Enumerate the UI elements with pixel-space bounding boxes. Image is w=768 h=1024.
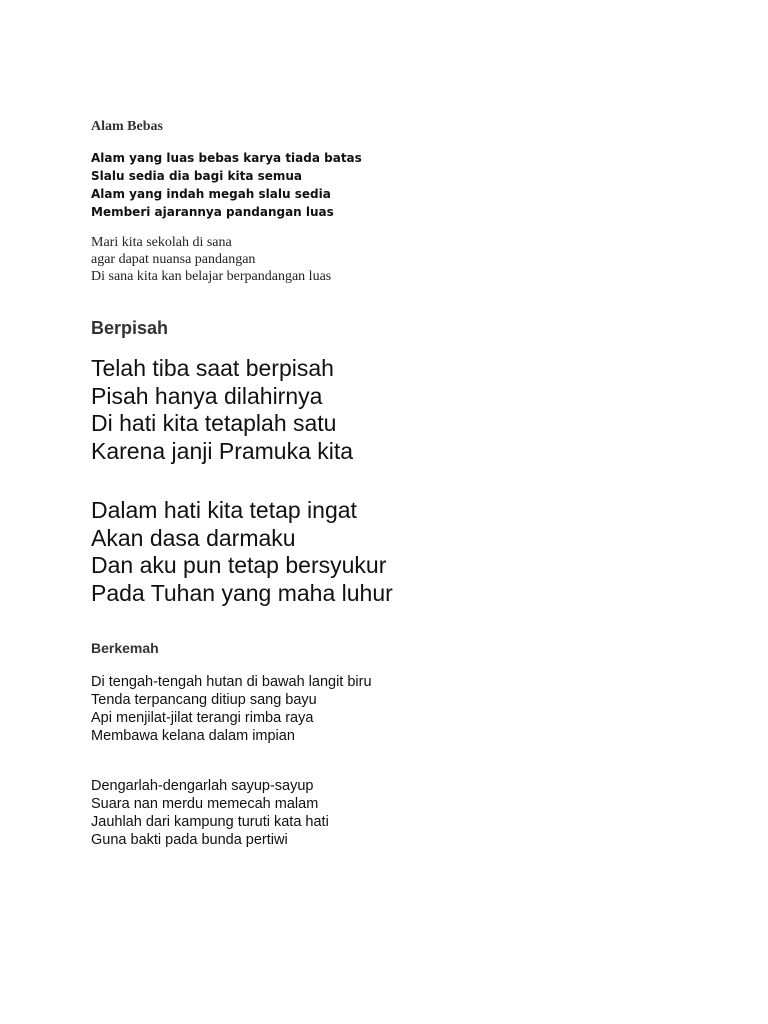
lyric-line: Dan aku pun tetap bersyukur bbox=[91, 552, 387, 578]
lyric-line: Guna bakti pada bunda pertiwi bbox=[91, 832, 288, 848]
lyric-line: Slalu sedia dia bagi kita semua bbox=[91, 169, 303, 183]
lyric-line: Karena janji Pramuka kita bbox=[91, 437, 354, 464]
song-title-berpisah: Berpisah bbox=[91, 318, 169, 338]
lyric-line: Tenda terpancang ditiup sang bayu bbox=[91, 692, 317, 708]
lyric-line: Alam yang luas bebas karya tiada batas bbox=[91, 151, 362, 165]
lyric-line: Memberi ajarannya pandangan luas bbox=[91, 205, 334, 219]
lyric-line: Pada Tuhan yang maha luhur bbox=[91, 579, 393, 606]
lyric-line: Akan dasa darmaku bbox=[91, 524, 296, 551]
lyric-line: Membawa kelana dalam impian bbox=[91, 728, 295, 744]
stanza-berpisah-1 bbox=[91, 355, 353, 465]
lyric-line: Pisah hanya dilahirnya bbox=[91, 382, 323, 409]
stanza-berkemah-1 bbox=[91, 673, 372, 745]
lyric-line: agar dapat nuansa pandangan bbox=[91, 252, 256, 267]
lyric-line: Jauhlah dari kampung turuti kata hati bbox=[91, 814, 329, 830]
lyric-line: Telah tiba saat berpisah bbox=[91, 355, 334, 381]
lyric-line: Di sana kita kan belajar berpandangan luas bbox=[91, 269, 332, 284]
lyric-line: Di tengah-tengah hutan di bawah langit biru bbox=[91, 674, 372, 690]
lyric-line: Di hati kita tetaplah satu bbox=[91, 410, 337, 436]
lyric-line: Api menjilat-jilat terangi rimba raya bbox=[91, 710, 314, 726]
song-title-alam-bebas: Alam Bebas bbox=[91, 119, 163, 134]
lyric-line: Dengarlah-dengarlah sayup-sayup bbox=[91, 778, 314, 794]
song-title-berkemah: Berkemah bbox=[91, 640, 159, 656]
lyric-line: Mari kita sekolah di sana bbox=[91, 235, 232, 250]
stanza-berpisah-2 bbox=[91, 497, 393, 607]
lyric-line: Dalam hati kita tetap ingat bbox=[91, 497, 357, 523]
lyric-line: Alam yang indah megah slalu sedia bbox=[91, 187, 331, 201]
stanza-alam-bebas-2 bbox=[91, 234, 331, 285]
stanza-berkemah-2 bbox=[91, 777, 329, 849]
stanza-alam-bebas-1 bbox=[91, 149, 362, 221]
lyric-line: Suara nan merdu memecah malam bbox=[91, 796, 319, 812]
